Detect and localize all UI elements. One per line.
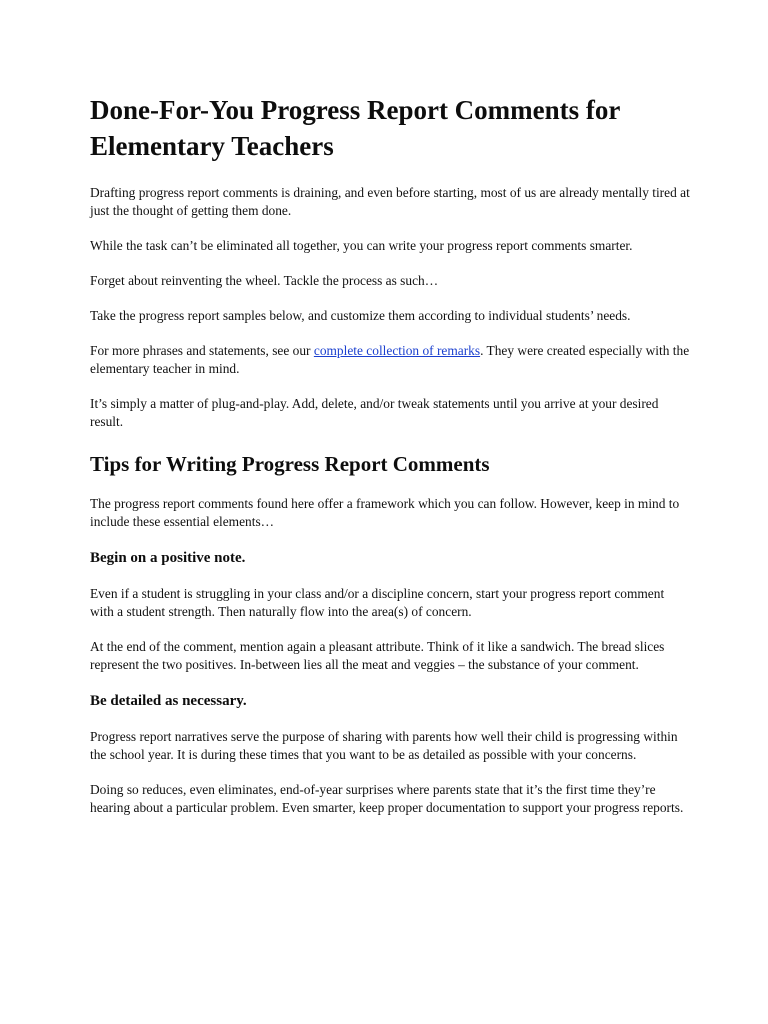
- detailed-subheading: Be detailed as necessary.: [90, 693, 247, 709]
- remarks-collection-link[interactable]: complete collection of remarks: [313, 343, 481, 358]
- positive-note-paragraph-1: Even if a student is struggling in your class and/or a discipline concern, start your progress report comment with a student strength. Then naturally flow into the area(s) of concern.: [90, 586, 665, 619]
- intro-paragraph-3: Forget about reinventing the wheel. Tackle the process as such…: [90, 273, 439, 288]
- intro-paragraph-5-lead: For more phrases and statements, see our: [90, 343, 314, 358]
- positive-note-subheading: Begin on a positive note.: [90, 550, 246, 566]
- intro-paragraph-1: Drafting progress report comments is draining, and even before starting, most of us are already mentally tired at just the thought of getting them done.: [90, 185, 690, 218]
- tips-heading: Tips for Writing Progress Report Comments: [90, 452, 490, 476]
- tips-intro-paragraph: The progress report comments found here offer a framework which you can follow. However, keep in mind to include these essential elements…: [90, 496, 680, 529]
- detailed-paragraph-2: Doing so reduces, even eliminates, end-of-year surprises where parents state that it’s the first time they’re hearing about a particular problem. Even smarter, keep proper documentation to support your progress reports.: [90, 782, 684, 815]
- positive-note-paragraph-2: At the end of the comment, mention again a pleasant attribute. Think of it like a sandwich. The bread slices represent the two positives. In-between lies all the meat and veggies – the substance of your comment.: [90, 639, 665, 672]
- page-title: Done-For-You Progress Report Comments for Elementary Teachers: [90, 95, 620, 161]
- intro-paragraph-5-tail: . They were created especially with the elementary teacher in mind.: [90, 343, 690, 376]
- detailed-paragraph-1: Progress report narratives serve the purpose of sharing with parents how well their child is progressing within the school year. It is during these times that you want to be as detailed as possible with your concerns.: [90, 729, 678, 762]
- document-page: [90, 92, 690, 834]
- intro-paragraph-5: [90, 342, 690, 378]
- intro-paragraph-6: It’s simply a matter of plug-and-play. Add, delete, and/or tweak statements until you arrive at your desired result.: [90, 396, 659, 429]
- intro-paragraph-2: While the task can’t be eliminated all together, you can write your progress report comments smarter.: [90, 238, 633, 253]
- intro-paragraph-4: Take the progress report samples below, and customize them according to individual students’ needs.: [90, 308, 631, 323]
